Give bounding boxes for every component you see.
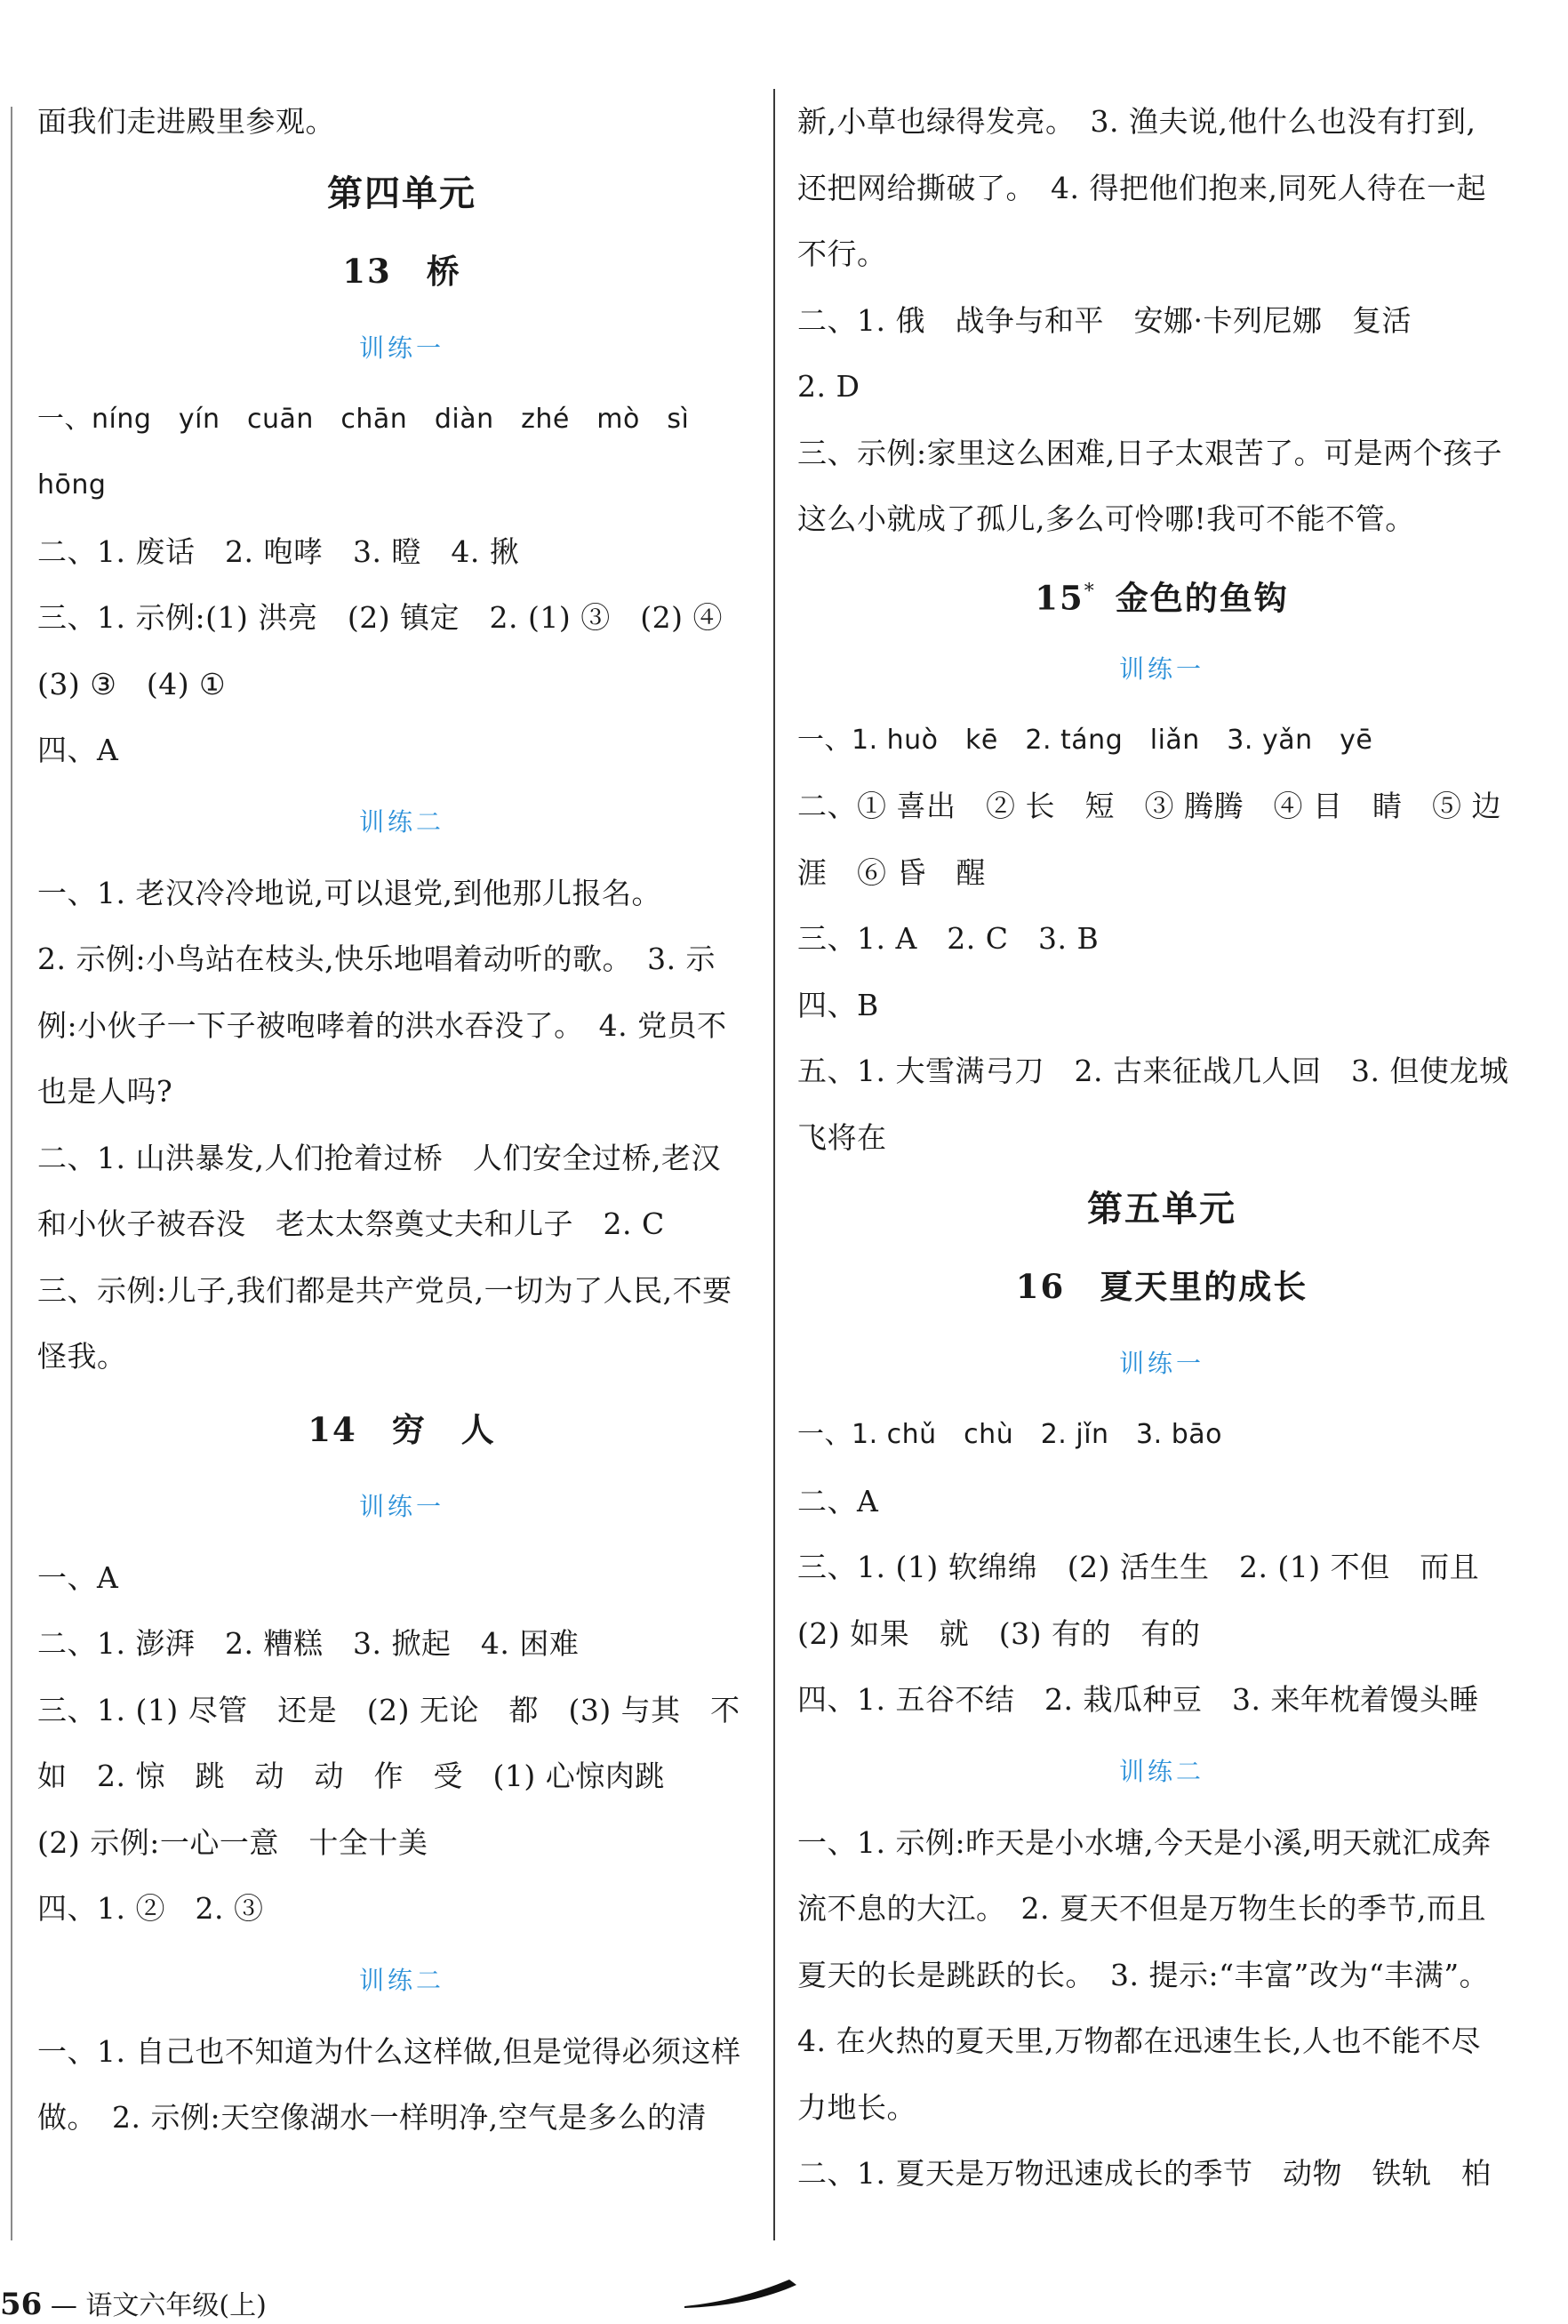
lesson-name: 金色的鱼钩 [1115,577,1289,617]
answer-line: 二、1. 俄 战争与和平 安娜·卡列尼娜 复活 [797,302,1412,338]
lesson-title: 14 穷 人 [308,1409,496,1449]
lesson-number: 15 [1035,577,1084,617]
answer-line: 三、1. A 2. C 3. B [797,921,1100,956]
answer-line: (2) 如果 就 (3) 有的 有的 [797,1615,1201,1651]
left-margin-line [11,107,12,2240]
page-number: 56 [0,2287,43,2322]
training-heading: 训练一 [1118,1349,1204,1378]
page-footer [0,2287,267,2322]
training-heading: 训练一 [1118,653,1204,684]
answer-line: 还把网给撕破了。 4. 得把他们抱来,同死人待在一起 [797,170,1486,205]
left-column [37,89,766,2152]
answer-line: 不行。 [797,236,887,271]
training-heading: 训练一 [358,1491,444,1521]
book-title: — 语文六年级(上) [50,2290,267,2321]
answer-line: 二、1. 澎湃 2. 糟糕 3. 掀起 4. 困难 [37,1626,580,1661]
answer-line: 二、① 喜出 ② 长 短 ③ 腾腾 ④ 目 睛 ⑤ 边 [797,789,1501,823]
column-divider [773,89,775,2240]
training-heading: 训练一 [358,333,444,363]
answer-line: 新,小草也绿得发亮。 3. 渔夫说,他什么也没有打到, [797,104,1476,139]
answer-line: 二、1. 夏天是万物迅速成长的季节 动物 铁轨 柏 [797,2156,1492,2191]
answer-line: 2. D [797,369,860,404]
answer-line: 如 2. 惊 跳 动 动 作 受 (1) 心惊肉跳 [37,1759,665,1793]
lesson-title: 13 桥 [342,251,461,291]
answer-line: 三、1. 示例:(1) 洪亮 (2) 镇定 2. (1) ③ (2) ④ [37,600,724,635]
pinyin-answer-line: 一、níng yín cuān chān diàn zhé mò sì [37,403,690,435]
answer-line: 四、1. 五谷不结 2. 栽瓜种豆 3. 来年枕着馒头睡 [797,1682,1479,1717]
answer-line: 三、示例:儿子,我们都是共产党员,一切为了人民,不要 [37,1272,732,1308]
answer-line: 五、1. 大雪满弓刀 2. 古来征战几人回 3. 但使龙城 [797,1054,1509,1088]
unit-heading: 第四单元 [327,172,476,214]
answer-line: 三、1. (1) 尽管 还是 (2) 无论 都 (3) 与其 不 [37,1692,740,1727]
footer-swoosh-graphic [684,2276,800,2308]
answer-line: 一、A [37,1559,119,1595]
lesson-title: 16 夏天里的成长 [1015,1267,1308,1306]
training-heading: 训练二 [358,806,444,837]
training-heading: 训练二 [1118,1756,1204,1786]
answer-line: 2. 示例:小鸟站在枝头,快乐地唱着动听的歌。 3. 示 [37,942,716,976]
answer-line: 4. 在火热的夏天里,万物都在迅速生长,人也不能不尽 [797,2023,1481,2058]
answer-line: 一、1. 示例:昨天是小水塘,今天是小溪,明天就汇成奔 [797,1824,1492,1860]
pinyin-answer-line: 一、1. chǔ chù 2. jǐn 3. bāo [797,1419,1222,1450]
answer-line: 二、A [797,1483,879,1519]
answer-line: 也是人吗? [37,1074,173,1109]
training-heading: 训练二 [358,1965,444,1995]
answer-line: 三、示例:家里这么困难,日子太艰苦了。可是两个孩子 [797,435,1503,470]
unit-heading: 第五单元 [1087,1188,1236,1230]
answer-line: 流不息的大江。 2. 夏天不但是万物生长的季节,而且 [797,1891,1486,1926]
answer-line: 面我们走进殿里参观。 [37,104,335,139]
answer-line: 和小伙子被吞没 老太太祭奠丈夫和儿子 2. C [37,1206,665,1241]
lesson-title [797,553,1526,631]
pinyin-answer-line: hōng [37,469,107,501]
answer-line: (3) ③ (4) ① [37,666,227,701]
answer-line: 四、A [37,733,119,767]
answer-line: 怪我。 [37,1339,127,1374]
answer-line: 一、1. 自己也不知道为什么这样做,但是觉得必须这样 [37,2033,741,2069]
answer-line: 二、1. 山洪暴发,人们抢着过桥 人们安全过桥,老汉 [37,1140,721,1175]
answer-line: 例:小伙子一下子被咆哮着的洪水吞没了。 4. 党员不 [37,1007,727,1043]
pinyin-answer-line: 一、1. huò kē 2. táng liǎn 3. yǎn yē [797,724,1373,756]
answer-line: 二、1. 废话 2. 咆哮 3. 瞪 4. 揪 [37,533,520,569]
answer-line: 做。 2. 示例:天空像湖水一样明净,空气是多么的清 [37,2100,708,2135]
answer-line: 飞将在 [797,1119,887,1155]
answer-line: (2) 示例:一心一意 十全十美 [37,1824,428,1860]
answer-line: 四、1. ② 2. ③ [37,1891,264,1926]
answer-line: 力地长。 [797,2089,916,2125]
optional-lesson-star: * [1084,580,1096,603]
answer-line: 涯 ⑥ 昏 醒 [797,854,986,890]
answer-line: 四、B [797,987,879,1022]
answer-line: 夏天的长是跳跃的长。 3. 提示:“丰富”改为“丰满”。 [797,1957,1490,1992]
answer-line: 一、1. 老汉冷冷地说,可以退党,到他那儿报名。 [37,875,661,910]
answer-line: 这么小就成了孤儿,多么可怜哪!我可不能不管。 [797,501,1415,536]
right-column [797,89,1526,2208]
answer-line: 三、1. (1) 软绵绵 (2) 活生生 2. (1) 不但 而且 [797,1550,1480,1584]
